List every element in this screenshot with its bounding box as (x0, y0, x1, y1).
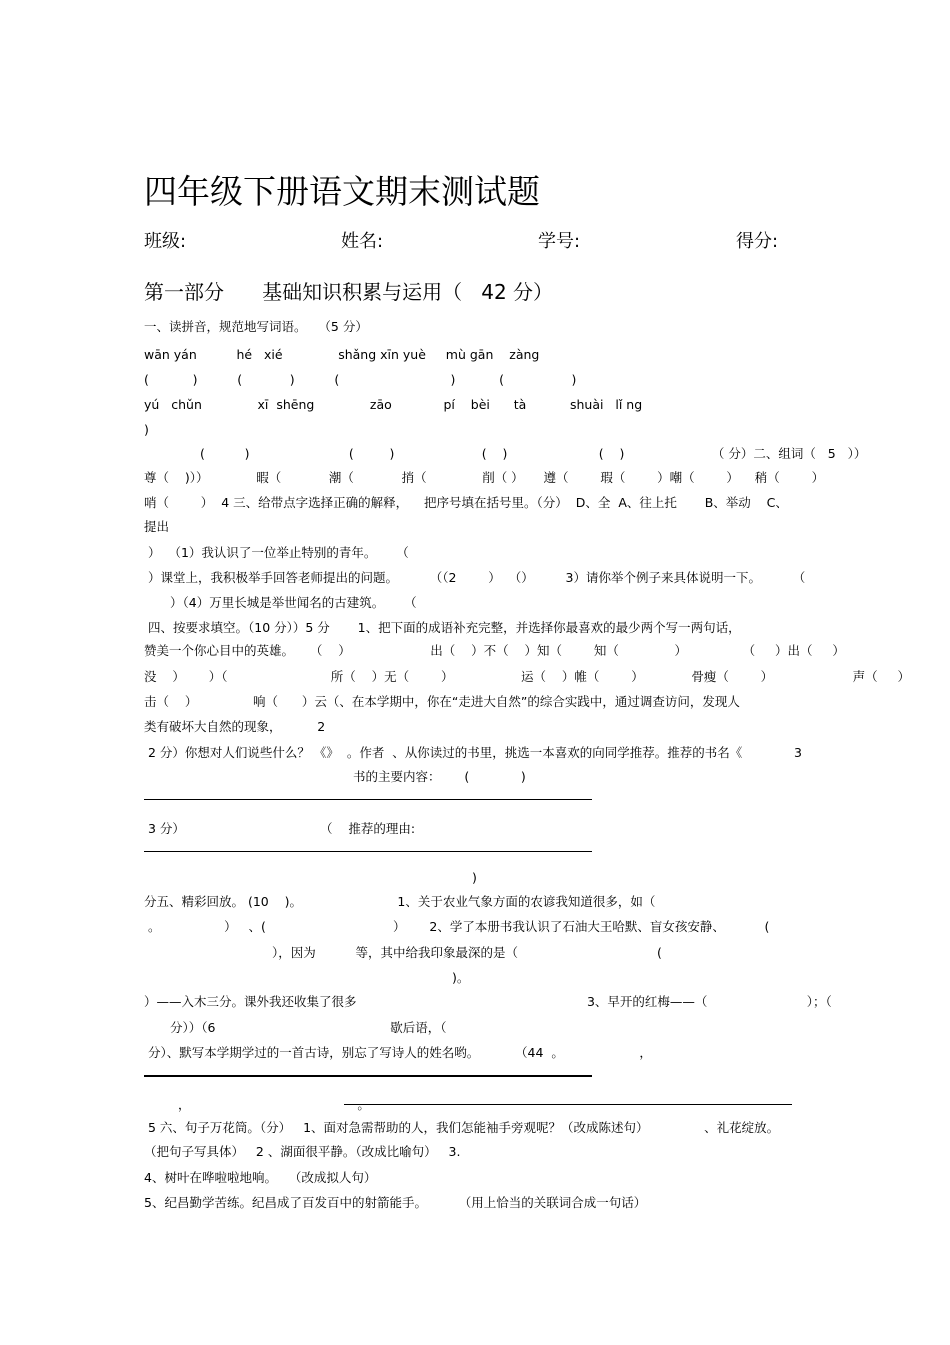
question-line: 4、树叶在哗啦啦地响。 （改成拟人句） (144, 1170, 377, 1185)
question-line: 四、按要求填空。（10 分））5 分 1、把下面的成语补充完整，并选择你最喜欢的最少两个写一两句话， (148, 620, 741, 635)
question-line: 。 ） 、( ） 2、学了本册书我认识了石油大王哈默、盲女孩安静、 ( (148, 919, 770, 934)
question-line: ）课堂上，我积极举手回答老师提出的问题。 （（2 ） （） 3）请你举个例子来具体说明一下。 （ (148, 570, 806, 585)
answer-brackets-line: ) (144, 422, 149, 437)
answer-brackets-line: ( ) ( ) ( ) ( ) (144, 372, 577, 387)
answer-brackets-line: ( ) ( ) ( ) ( ) （ 分）二、组词（ 5 ）） (200, 446, 867, 461)
question-line: 分）、默写本学期学过的一首古诗，别忘了写诗人的姓名哟。 （44 。 ， (148, 1045, 652, 1060)
question-line: 3 分） （ 推荐的理由: (148, 821, 416, 836)
student-id-label: 学号: (538, 231, 581, 252)
answer-line (144, 851, 592, 852)
question-line: 尊（ )）） 暇（ 潮（ 捎（ 削（ ） 遵（ 瑕（ ）嘲（ ） 稍（ ） (144, 470, 825, 485)
question-line: )。 (452, 970, 470, 985)
question-line: ）（4）万里长城是举世闻名的古建筑。 （ (170, 595, 417, 610)
answer-line (144, 1075, 592, 1077)
question-line: 2 分）你想对人们说些什么？ 《》 。作者 、从你读过的书里，挑选一本喜欢的向同学推荐。推荐的书名《 3 (148, 745, 802, 760)
class-label: 班级: (144, 231, 187, 252)
question-line: ） （1）我认识了一位举止特别的青年。 （ (148, 545, 409, 560)
answer-line (344, 1104, 792, 1105)
question-line: （把句子写具体） 2 、湖面很平静。（改成比喻句） 3. (144, 1144, 461, 1159)
question-line: 一、读拼音，规范地写词语。 （5 分） (144, 319, 368, 334)
question-line: 类有破坏大自然的现象， 2 (144, 719, 326, 734)
name-label: 姓名: (341, 231, 384, 252)
question-line: 赞美一个你心目中的英雄。 （ ） 出（ ）不（ ）知（ 知（ ） （ ）出（ ） (144, 643, 845, 658)
question-line: ) (472, 870, 477, 885)
question-line: 击（ ） 响（ ）云（、在本学期中，你在“走进大自然”的综合实践中，通过调查访问，发现人 (144, 694, 740, 709)
question-line: 5 六、句子万花筒。（分） 1、面对急需帮助的人，我们怎能袖手旁观呢？（改成陈述句） 、礼花绽放。 (148, 1120, 780, 1135)
score-label: 得分: (736, 231, 779, 252)
pinyin-line: yú chǔn xī shēng zāo pí bèi tà shuài lǐ ng (144, 397, 643, 412)
section-title: 第一部分 基础知识积累与运用（ 42 分） (144, 280, 554, 304)
question-line: 哨（ ） 4 三、给带点字选择正确的解释， 把序号填在括号里。（分） D、全 A、往上托 B、举动 C、 (144, 495, 788, 510)
question-line: ），因为 等，其中给我印象最深的是（ ( (272, 945, 662, 960)
question-line: ）——入木三分。课外我还收集了很多 3、早开的红梅——（ ）；（ (144, 994, 832, 1009)
question-line: 书的主要内容： ( ) (353, 769, 526, 784)
question-line: 没 ） ）（ 所（ ）无（ ） 运（ ）帷（ ） 骨瘦（ ） 声（ ） (144, 669, 911, 684)
question-line: 分五、精彩回放。 (10 )。 1、关于农业气象方面的农谚我知道很多，如（ (144, 894, 656, 909)
page-title: 四年级下册语文期末测试题 (144, 172, 540, 211)
question-line: 提出 (144, 519, 170, 534)
question-line: 分））（6 歇后语，（ (170, 1020, 447, 1035)
pinyin-line: wān yán hé xié shǎng xīn yuè mù gān zàng (144, 347, 540, 362)
question-line: 5、纪昌勤学苦练。纪昌成了百发百中的射箭能手。 （用上恰当的关联词合成一句话） (144, 1195, 647, 1210)
answer-line (144, 799, 592, 800)
question-line: ， 。 (178, 1097, 370, 1112)
